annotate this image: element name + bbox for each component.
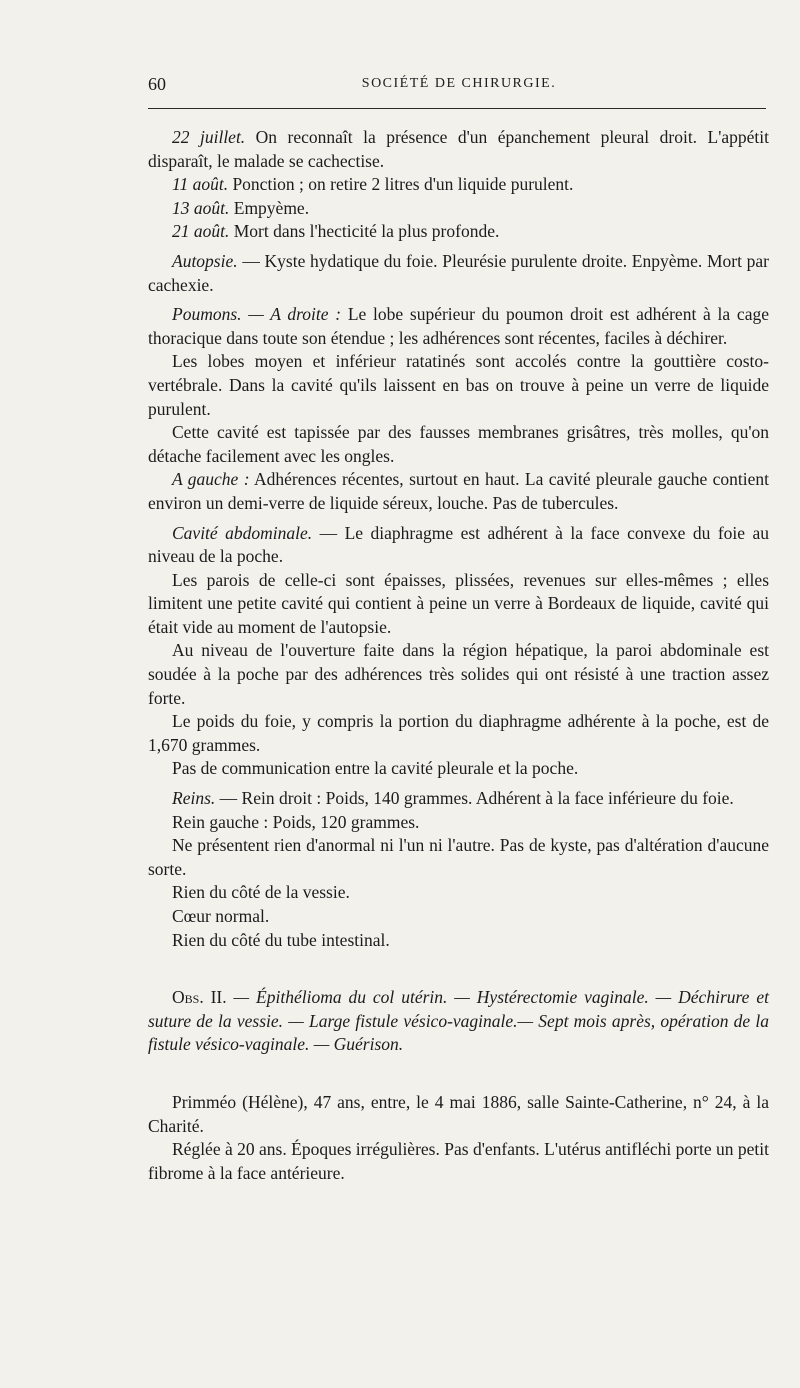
paragraph-text: — Rein droit : Poids, 140 grammes. Adhérent à la face inférieure du foie. bbox=[215, 788, 734, 809]
paragraph bbox=[148, 929, 769, 953]
paragraph bbox=[148, 220, 769, 244]
page-body bbox=[148, 126, 769, 1185]
paragraph-text: Les lobes moyen et inférieur ratatinés sont accolés contre la gouttière costo-vertébrale. Dans la cavité qu'ils laissent en bas on trouve à peine un verre de liquide purulent. bbox=[148, 351, 769, 419]
running-head: SOCIÉTÉ DE CHIRURGIE. bbox=[361, 76, 557, 91]
paragraph-lead: 22 juillet. bbox=[172, 127, 246, 147]
paragraph bbox=[148, 757, 769, 781]
paragraph-text: Le lobe supérieur du poumon droit est adhérent à la cage thoracique dans toute son étendue ; les adhérences sont récentes, faciles à déchirer. bbox=[148, 304, 769, 348]
case-paragraph bbox=[148, 1138, 769, 1185]
paragraph-text: Primméo (Hélène), 47 ans, entre, le 4 mai 1886, salle Sainte-Catherine, n° 24, à la Charité. bbox=[148, 1091, 769, 1136]
paragraph-text: Rien du côté de la vessie. bbox=[172, 882, 350, 903]
page-header bbox=[148, 74, 770, 100]
paragraph bbox=[148, 522, 769, 569]
paragraph-text: — Le diaphragme est adhérent à la face convexe du foie au niveau de la poche. bbox=[148, 522, 770, 567]
observation-title: — Épithélioma du col utérin. — Hystérectomie vaginale. — Déchirure et suture de la vessie. — Large fistule vésico-vaginale.— Sept mois après, opération de la fistule vésico-vaginale. — Guérison. bbox=[148, 987, 769, 1055]
paragraph bbox=[148, 173, 769, 197]
paragraph-text: Adhérences récentes, surtout en haut. La cavité pleurale gauche contient environ un demi-verre de liquide séreux, louche. Pas de tubercules. bbox=[148, 469, 769, 513]
header-rule bbox=[148, 108, 766, 109]
paragraph bbox=[148, 811, 769, 835]
paragraph-text: Cœur normal. bbox=[172, 906, 270, 926]
paragraph-text: Pas de communication entre la cavité pleurale et la poche. bbox=[172, 758, 579, 779]
paragraph-text: Ponction ; on retire 2 litres d'un liquide purulent. bbox=[228, 174, 574, 195]
case-paragraph bbox=[148, 1091, 769, 1138]
paragraph bbox=[148, 126, 769, 173]
paragraph-lead: 21 août. bbox=[172, 221, 230, 242]
paragraph bbox=[148, 905, 769, 929]
paragraph-lead: Reins. bbox=[172, 788, 216, 809]
observation-label: Obs. II. bbox=[172, 987, 227, 1008]
paragraph bbox=[148, 197, 769, 221]
paragraph-text: Le poids du foie, y compris la portion du diaphragme adhérente à la poche, est de 1,670 grammes. bbox=[148, 711, 769, 755]
paragraph-text: Mort dans l'hecticité la plus profonde. bbox=[229, 221, 500, 242]
paragraph bbox=[148, 881, 769, 905]
paragraph-lead: 13 août. bbox=[172, 197, 230, 218]
paragraph-lead: Autopsie. bbox=[172, 250, 238, 271]
paragraph-text: Les parois de celle-ci sont épaisses, plissées, revenues sur elles-mêmes ; elles limitent une petite cavité qui contient à peine un verre à Bordeaux de liquide, cavité qui était vide au moment de l'autopsie. bbox=[148, 569, 769, 637]
paragraph-text: Réglée à 20 ans. Époques irrégulières. Pas d'enfants. L'utérus antifléchi porte un petit fibrome à la face antérieure. bbox=[148, 1139, 769, 1183]
paragraph bbox=[148, 710, 769, 757]
paragraph bbox=[148, 250, 769, 297]
paragraph bbox=[148, 421, 769, 468]
paragraph-text: On reconnaît la présence d'un épanchement pleural droit. L'appétit disparaît, le malade se cachectise. bbox=[148, 127, 769, 171]
paragraph bbox=[148, 468, 769, 515]
paragraph-text: Empyème. bbox=[229, 197, 310, 218]
paragraph-lead: Poumons. — A droite : bbox=[172, 304, 342, 325]
page-number: 60 bbox=[148, 74, 166, 94]
paragraph-lead: Cavité abdominale. bbox=[172, 522, 313, 543]
paragraph bbox=[148, 350, 769, 421]
paragraph bbox=[148, 787, 769, 811]
observation-heading bbox=[148, 986, 769, 1057]
paragraph-text: Rein gauche : Poids, 120 grammes. bbox=[172, 811, 420, 832]
paragraph bbox=[148, 569, 769, 640]
paragraph-text: — Kyste hydatique du foie. Pleurésie purulente droite. Enpyème. Mort par cachexie. bbox=[148, 250, 769, 295]
paragraph bbox=[148, 834, 769, 881]
paragraph-text: Au niveau de l'ouverture faite dans la région hépatique, la paroi abdominale est soudée à la poche par des adhérences très solides qui ont résisté à une traction assez forte. bbox=[148, 640, 769, 708]
paragraph-lead: 11 août. bbox=[172, 174, 229, 195]
paragraph bbox=[148, 639, 769, 710]
paragraph bbox=[148, 303, 769, 350]
paragraph-text: Rien du côté du tube intestinal. bbox=[172, 929, 390, 950]
paragraph-text: Ne présentent rien d'anormal ni l'un ni l'autre. Pas de kyste, pas d'altération d'aucune sorte. bbox=[148, 835, 769, 879]
paragraph-text: Cette cavité est tapissée par des fausses membranes grisâtres, très molles, qu'on détache facilement avec les ongles. bbox=[148, 422, 769, 466]
paragraph-lead: A gauche : bbox=[172, 469, 250, 490]
